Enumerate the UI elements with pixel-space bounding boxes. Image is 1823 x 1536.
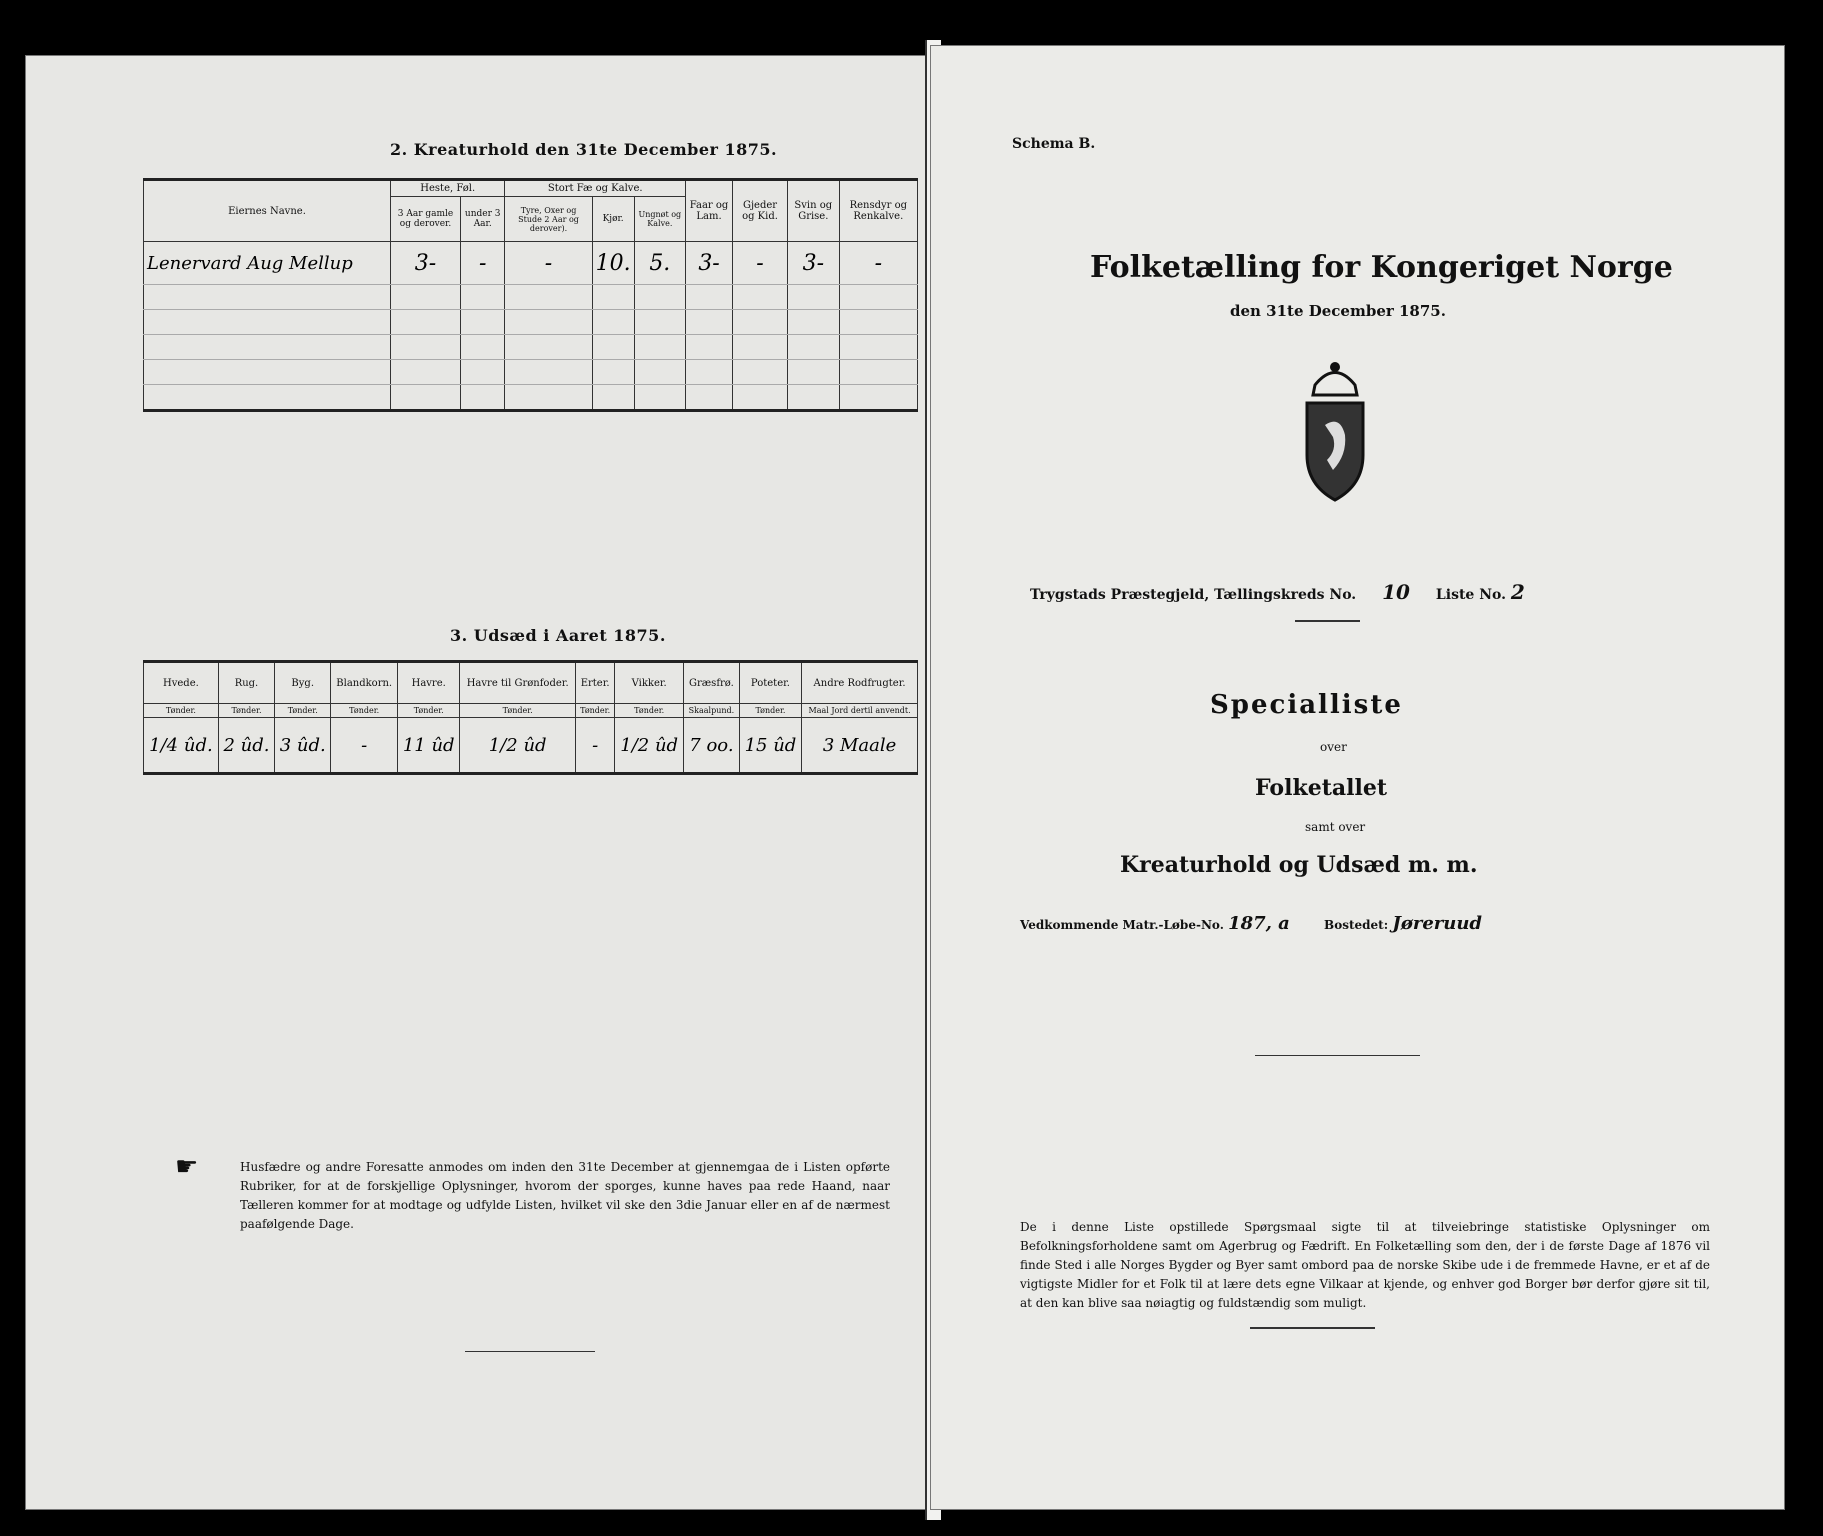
divider [1295,620,1360,622]
pointing-hand-icon: ☛ [175,1152,199,1182]
udsaed-unit-label: Tønder. [398,704,460,718]
udsaed-col-header: Rug. [218,662,274,704]
table-row [144,310,918,335]
udsaed-unit-label: Tønder. [331,704,398,718]
kreatur-udsaed-title: Kreaturhold og Udsæd m. m. [1120,852,1478,878]
ungnot-cell: 5. [634,242,685,285]
udsaed-unit-label: Skaalpund. [684,704,740,718]
udsaed-value-cell: 3 ûd. [275,718,331,774]
udsaed-value-cell: 7 oo. [684,718,740,774]
main-title: Folketælling for Kongeriget Norge [1090,250,1673,285]
rensdyr-cell: - [839,242,917,285]
udsaed-value-cell: 3 Maale [802,718,918,774]
heste-young-cell: - [461,242,505,285]
heste-old-header: 3 Aar gamle og derover. [391,197,461,242]
udsaed-col-header: Blandkorn. [331,662,398,704]
kreatur-table [143,178,918,412]
gjeder-header: Gjeder og Kid. [733,180,788,242]
svin-cell: 3- [787,242,839,285]
footnote-text: De i denne Liste opstillede Spørgsmaal sigte til at tilveiebringe statistiske Oplysninger om Befolkningsforholdene samt om Agerbrug og Fædrift. En Folketælling som den, der i de første Dage af 1876 vil finde Sted i alle Norges Bygder og Byer samt ombord paa de norske Skibe ude i de fremmede Havne, er et af de vigtigste Midler for et Folk til at lære dets egne Vilkaar at kjende, og enhver god Borger bør derfor gjøre sit til, at den kan blive saa nøiagtig og fuldstændig som muligt. [1020,1220,1710,1310]
udsaed-value-cell: 2 ûd. [218,718,274,774]
folketallet-title: Folketallet [1255,775,1387,801]
table-row [144,385,918,411]
table-row [144,718,918,774]
matr-value: 187, a [1228,913,1290,934]
udsaed-col-header: Havre. [398,662,460,704]
udsaed-col-header: Hvede. [144,662,219,704]
divider [1250,1327,1375,1329]
udsaed-col-header: Poteter. [739,662,801,704]
table-row [144,335,918,360]
udsaed-header-row [144,662,918,704]
table-row [144,360,918,385]
bosted-label: Bostedet: [1324,918,1389,932]
faar-header: Faar og Lam. [686,180,733,242]
udsaed-value-cell: 11 ûd [398,718,460,774]
udsaed-unit-label: Tønder. [575,704,614,718]
udsaed-value-cell: 1/2 ûd [460,718,576,774]
samt-over-label: samt over [1305,820,1366,834]
owner-header: Eiernes Navne. [144,180,391,242]
ungnot-header: Ungnøt og Kalve. [634,197,685,242]
udsaed-table [143,660,918,775]
section3-title: 3. Udsæd i Aaret 1875. [450,626,666,645]
udsaed-unit-label: Tønder. [615,704,684,718]
udsaed-value-cell: 15 ûd [739,718,801,774]
udsaed-value-cell: 1/2 ûd [615,718,684,774]
svin-header: Svin og Grise. [787,180,839,242]
udsaed-col-header: Erter. [575,662,614,704]
udsaed-unit-label: Tønder. [275,704,331,718]
udsaed-unit-label: Tønder. [739,704,801,718]
faar-cell: 3- [686,242,733,285]
kjor-header: Kjør. [592,197,634,242]
heste-young-header: under 3 Aar. [461,197,505,242]
udsaed-value-cell: - [331,718,398,774]
table-row [144,242,918,285]
schema-label: Schema B. [1012,136,1096,152]
udsaed-col-header: Havre til Grønfoder. [460,662,576,704]
table-row [144,285,918,310]
liste-label: Liste No. [1435,587,1506,603]
udsaed-value-cell: - [575,718,614,774]
coat-of-arms-icon [1285,355,1385,505]
udsaed-unit-label: Tønder. [144,704,219,718]
district-prefix: Trygstads Præstegjeld, Tællingskreds No. [1030,587,1357,603]
udsaed-units-row [144,704,918,718]
section2-title: 2. Kreaturhold den 31te December 1875. [390,140,778,159]
udsaed-col-header: Græsfrø. [684,662,740,704]
udsaed-unit-label: Tønder. [218,704,274,718]
owner-cell: Lenervard Aug Mellup [144,242,391,285]
tyre-header: Tyre, Oxer og Stude 2 Aar og derover). [505,197,592,242]
district-line [1030,580,1525,604]
kreds-number: 10 [1382,580,1410,604]
notice-text: Husfædre og andre Foresatte anmodes om inden den 31te December at gjennemgaa de i Listen opførte Rubriker, for at de forskjellige Oplysninger, hvorom der sporges, kunne haves paa rede Haand, naar Tælleren kommer for at modtage og udfylde Listen, hvilket vil ske den 3die Januar eller en af de nærmest paafølgende Dage. [240,1160,890,1231]
udsaed-col-header: Vikker. [615,662,684,704]
divider [465,1351,595,1352]
fae-group-header: Stort Fæ og Kalve. [505,180,686,197]
tyre-cell: - [505,242,592,285]
heste-old-cell: 3- [391,242,461,285]
matr-label: Vedkommende Matr.-Løbe-No. [1020,918,1224,932]
signature-line [1255,1055,1420,1056]
rensdyr-header: Rensdyr og Renkalve. [839,180,917,242]
specialliste-title: Specialliste [1210,690,1403,720]
gjeder-cell: - [733,242,788,285]
liste-number: 2 [1510,580,1525,604]
udsaed-value-cell: 1/4 ûd. [144,718,219,774]
matr-line [1020,913,1482,934]
bosted-value: Jøreruud [1392,913,1483,934]
udsaed-unit-label: Maal Jord dertil anvendt. [802,704,918,718]
kjor-cell: 10. [592,242,634,285]
udsaed-col-header: Byg. [275,662,331,704]
udsaed-unit-label: Tønder. [460,704,576,718]
over-label: over [1320,740,1347,754]
heste-group-header: Heste, Føl. [391,180,505,197]
date-line: den 31te December 1875. [1230,302,1446,320]
udsaed-col-header: Andre Rodfrugter. [802,662,918,704]
